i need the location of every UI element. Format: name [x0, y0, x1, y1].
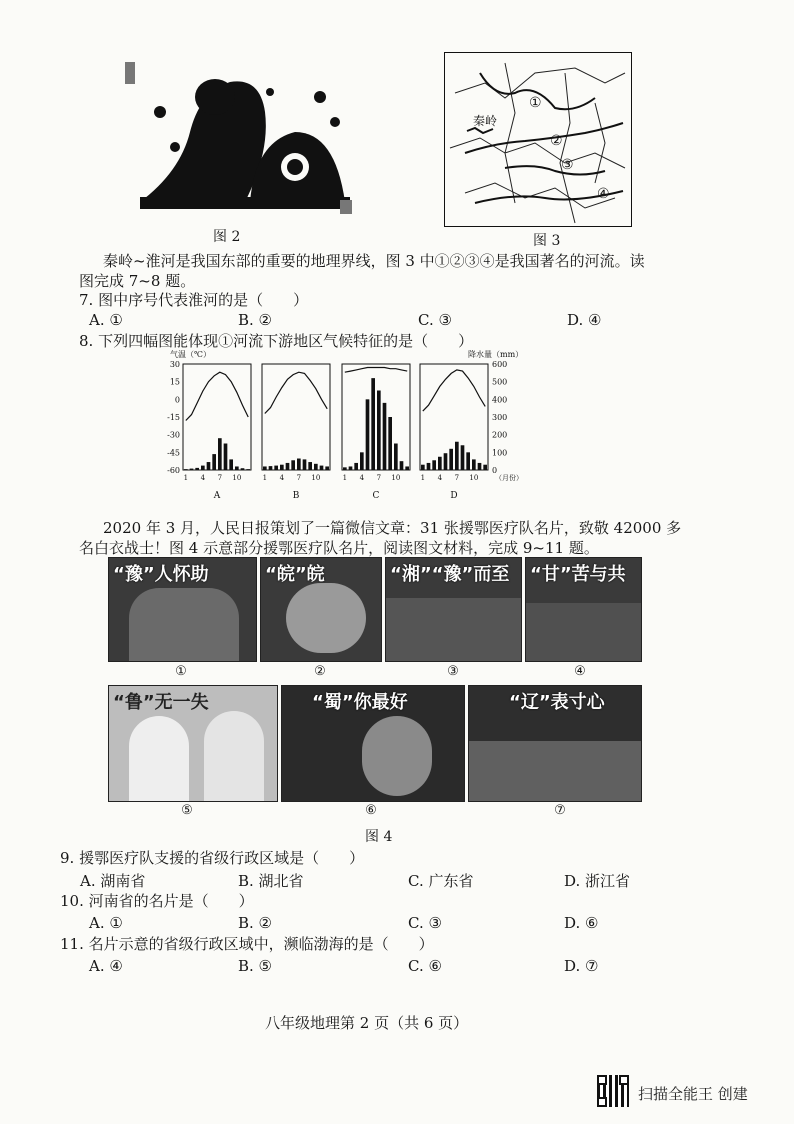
- temp-axis-title: 气温（℃）: [170, 350, 211, 359]
- chart-panel-frame: [342, 364, 410, 470]
- intro-7-8-line2: 图完成 7~8 题。: [79, 272, 196, 290]
- temp-tick-label: -60: [167, 466, 180, 475]
- precip-bar: [438, 457, 442, 470]
- precip-tick-label: 100: [492, 448, 508, 458]
- temp-tick-label: 30: [169, 360, 180, 369]
- figure-4-caption: 图 4: [365, 829, 393, 845]
- month-tick-label: 4: [359, 474, 365, 482]
- precip-bar: [455, 442, 459, 470]
- card-6-title: “蜀”你最好: [312, 692, 408, 713]
- river-marker-4: ④: [597, 186, 610, 202]
- precip-bar: [224, 444, 228, 471]
- precip-bar: [427, 463, 431, 470]
- river-marker-2: ②: [550, 133, 563, 149]
- q11-option-b[interactable]: B. ⑤: [238, 957, 273, 975]
- precip-bar: [218, 438, 222, 470]
- precip-bar: [212, 454, 216, 470]
- intro-9-11-line1: 2020 年 3 月，人民日报策划了一篇微信文章：31 张援鄂医疗队名片，致敬 42000 多: [103, 519, 682, 537]
- card-1: [108, 557, 257, 662]
- climate-chart: [150, 348, 524, 508]
- intro-9-11-line2: 名白衣战士！图 4 示意部分援鄂医疗队名片，阅读图文材料，完成 9~11 题。: [79, 539, 599, 557]
- q9-option-a[interactable]: A. 湖南省: [80, 872, 146, 890]
- precip-bar: [388, 417, 392, 470]
- precip-bar: [235, 466, 239, 470]
- q11-stem: 11. 名片示意的省级行政区域中，濒临渤海的是（ ）: [60, 935, 434, 953]
- precip-bar: [377, 391, 381, 471]
- card-7-title: “辽”表寸心: [509, 692, 605, 713]
- card-2-label: ②: [314, 664, 326, 679]
- precip-bar: [478, 463, 482, 470]
- month-tick-label: 4: [279, 474, 285, 482]
- precip-bar: [303, 459, 307, 470]
- precip-bar: [291, 460, 295, 470]
- month-tick-label: 1: [183, 474, 189, 482]
- month-unit-label: （月份）: [495, 474, 523, 482]
- scanner-watermark: 扫描全能王 创建: [638, 1085, 748, 1103]
- temperature-curve: [423, 370, 485, 411]
- q7-option-a[interactable]: A. ①: [89, 311, 123, 329]
- precip-bar: [400, 461, 404, 470]
- card-7: [468, 685, 642, 802]
- q7-option-d[interactable]: D. ④: [567, 311, 602, 329]
- month-tick-label: 7: [296, 474, 302, 482]
- month-tick-label: 1: [262, 474, 268, 482]
- precip-tick-label: 400: [492, 395, 508, 405]
- precip-bar: [354, 463, 358, 470]
- precip-bar: [280, 465, 284, 470]
- month-tick-label: 7: [376, 474, 382, 482]
- card-1-label: ①: [175, 664, 187, 679]
- q10-stem: 10. 河南省的名片是（ ）: [60, 892, 254, 910]
- card-6: [281, 685, 465, 802]
- precip-bar: [371, 378, 375, 470]
- precip-bar: [343, 467, 347, 470]
- figure-3-map: [444, 52, 632, 227]
- card-3-label: ③: [447, 664, 459, 679]
- precip-bar: [325, 466, 329, 470]
- figure-2-papercut: [120, 52, 355, 217]
- q10-option-b[interactable]: B. ②: [238, 914, 273, 932]
- q11-option-c[interactable]: C. ⑥: [408, 957, 442, 975]
- precip-bar: [195, 468, 199, 470]
- card-5: [108, 685, 278, 802]
- precip-bar: [201, 466, 205, 470]
- q9-option-c[interactable]: C. 广东省: [408, 872, 474, 890]
- month-tick-label: 7: [217, 474, 223, 482]
- panel-label: A: [213, 491, 221, 501]
- q10-option-d[interactable]: D. ⑥: [564, 914, 599, 932]
- temp-tick-label: 0: [174, 395, 180, 405]
- q11-option-d[interactable]: D. ⑦: [564, 957, 599, 975]
- precip-bar: [483, 465, 487, 470]
- precip-bar: [421, 465, 425, 470]
- card-1-title: “豫”人怀助: [113, 564, 209, 585]
- precip-tick-label: 500: [492, 377, 508, 387]
- precip-axis-title: 降水量（mm）: [468, 350, 524, 359]
- precip-bar: [461, 445, 465, 470]
- precip-bar: [297, 459, 301, 470]
- month-tick-label: 1: [342, 474, 348, 482]
- temp-tick-label: -45: [167, 448, 180, 458]
- temp-tick-label: -30: [167, 430, 180, 440]
- precip-bar: [405, 466, 409, 470]
- chart-panel-frame: [183, 364, 251, 470]
- river-marker-1: ①: [529, 95, 542, 111]
- q9-option-b[interactable]: B. 湖北省: [238, 872, 304, 890]
- q7-option-b[interactable]: B. ②: [238, 311, 273, 329]
- month-tick-label: 4: [200, 474, 206, 482]
- panel-label: C: [372, 491, 380, 501]
- temp-tick-label: 15: [169, 377, 180, 387]
- qr-code-icon: [597, 1075, 629, 1107]
- month-tick-label: 10: [391, 474, 401, 482]
- precip-bar: [444, 453, 448, 470]
- precip-bar: [383, 403, 387, 470]
- month-tick-label: 4: [437, 474, 443, 482]
- precip-bar: [190, 469, 194, 470]
- figure-2-caption: 图 2: [213, 229, 241, 245]
- precip-bar: [286, 463, 290, 470]
- precip-bar: [394, 444, 398, 471]
- precip-bar: [466, 452, 470, 470]
- q11-option-a[interactable]: A. ④: [89, 957, 123, 975]
- card-4-title: “甘”苦与共: [530, 564, 626, 585]
- q7-option-c[interactable]: C. ③: [418, 311, 452, 329]
- card-5-title: “鲁”无一失: [113, 692, 209, 713]
- card-3-title: “湘”“豫”而至: [390, 564, 510, 585]
- month-tick-label: 1: [420, 474, 426, 482]
- month-tick-label: 10: [469, 474, 479, 482]
- precip-bar: [184, 469, 188, 470]
- figure-3-caption: 图 3: [533, 233, 561, 249]
- temperature-curve: [186, 372, 248, 420]
- precip-bar: [263, 466, 267, 470]
- precip-bar: [269, 466, 273, 470]
- temp-tick-label: -15: [167, 413, 180, 422]
- precip-bar: [246, 469, 250, 470]
- precip-bar: [241, 468, 245, 470]
- precip-bar: [366, 399, 370, 470]
- q8-stem: 8. 下列四幅图能体现①河流下游地区气候特征的是（ ）: [79, 332, 474, 350]
- q9-option-d[interactable]: D. 浙江省: [564, 872, 631, 890]
- chart-panel-frame: [262, 364, 330, 470]
- card-6-label: ⑥: [365, 803, 377, 818]
- month-tick-label: 7: [454, 474, 460, 482]
- precip-bar: [229, 459, 233, 470]
- precip-tick-label: 300: [492, 413, 508, 422]
- card-4: [525, 557, 642, 662]
- q10-option-a[interactable]: A. ①: [89, 914, 123, 932]
- temperature-curve: [345, 368, 407, 373]
- precip-bar: [308, 462, 312, 470]
- precip-bar: [314, 464, 318, 470]
- month-tick-label: 10: [232, 474, 242, 482]
- precip-bar: [320, 466, 324, 470]
- card-7-label: ⑦: [554, 803, 566, 818]
- precip-bar: [472, 459, 476, 470]
- temperature-curve: [265, 372, 327, 413]
- month-tick-label: 10: [311, 474, 321, 482]
- precip-tick-label: 600: [492, 360, 508, 369]
- q10-option-c[interactable]: C. ③: [408, 914, 442, 932]
- precip-bar: [207, 462, 211, 470]
- card-2: [260, 557, 382, 662]
- page-footer: 八年级地理第 2 页（共 6 页）: [265, 1014, 469, 1032]
- card-5-label: ⑤: [181, 803, 193, 818]
- card-4-label: ④: [574, 664, 586, 679]
- card-3: [385, 557, 522, 662]
- precip-bar: [432, 460, 436, 470]
- q7-stem: 7. 图中序号代表淮河的是（ ）: [79, 291, 309, 309]
- precip-bar: [349, 466, 353, 470]
- chart-panel-frame: [420, 364, 488, 470]
- precip-bar: [360, 452, 364, 470]
- precip-bar: [449, 449, 453, 470]
- q9-stem: 9. 援鄂医疗队支援的省级行政区域是（ ）: [60, 849, 365, 867]
- precip-tick-label: 0: [492, 466, 498, 475]
- intro-7-8-line1: 秦岭~淮河是我国东部的重要的地理界线，图 3 中①②③④是我国著名的河流。读: [103, 252, 645, 270]
- precip-tick-label: 200: [492, 430, 508, 440]
- card-2-title: “皖”皖: [265, 564, 325, 585]
- svg-text:秦岭: 秦岭: [473, 114, 498, 128]
- precip-bar: [274, 466, 278, 470]
- river-marker-3: ③: [561, 157, 574, 173]
- panel-label: B: [292, 491, 300, 501]
- panel-label: D: [450, 491, 458, 501]
